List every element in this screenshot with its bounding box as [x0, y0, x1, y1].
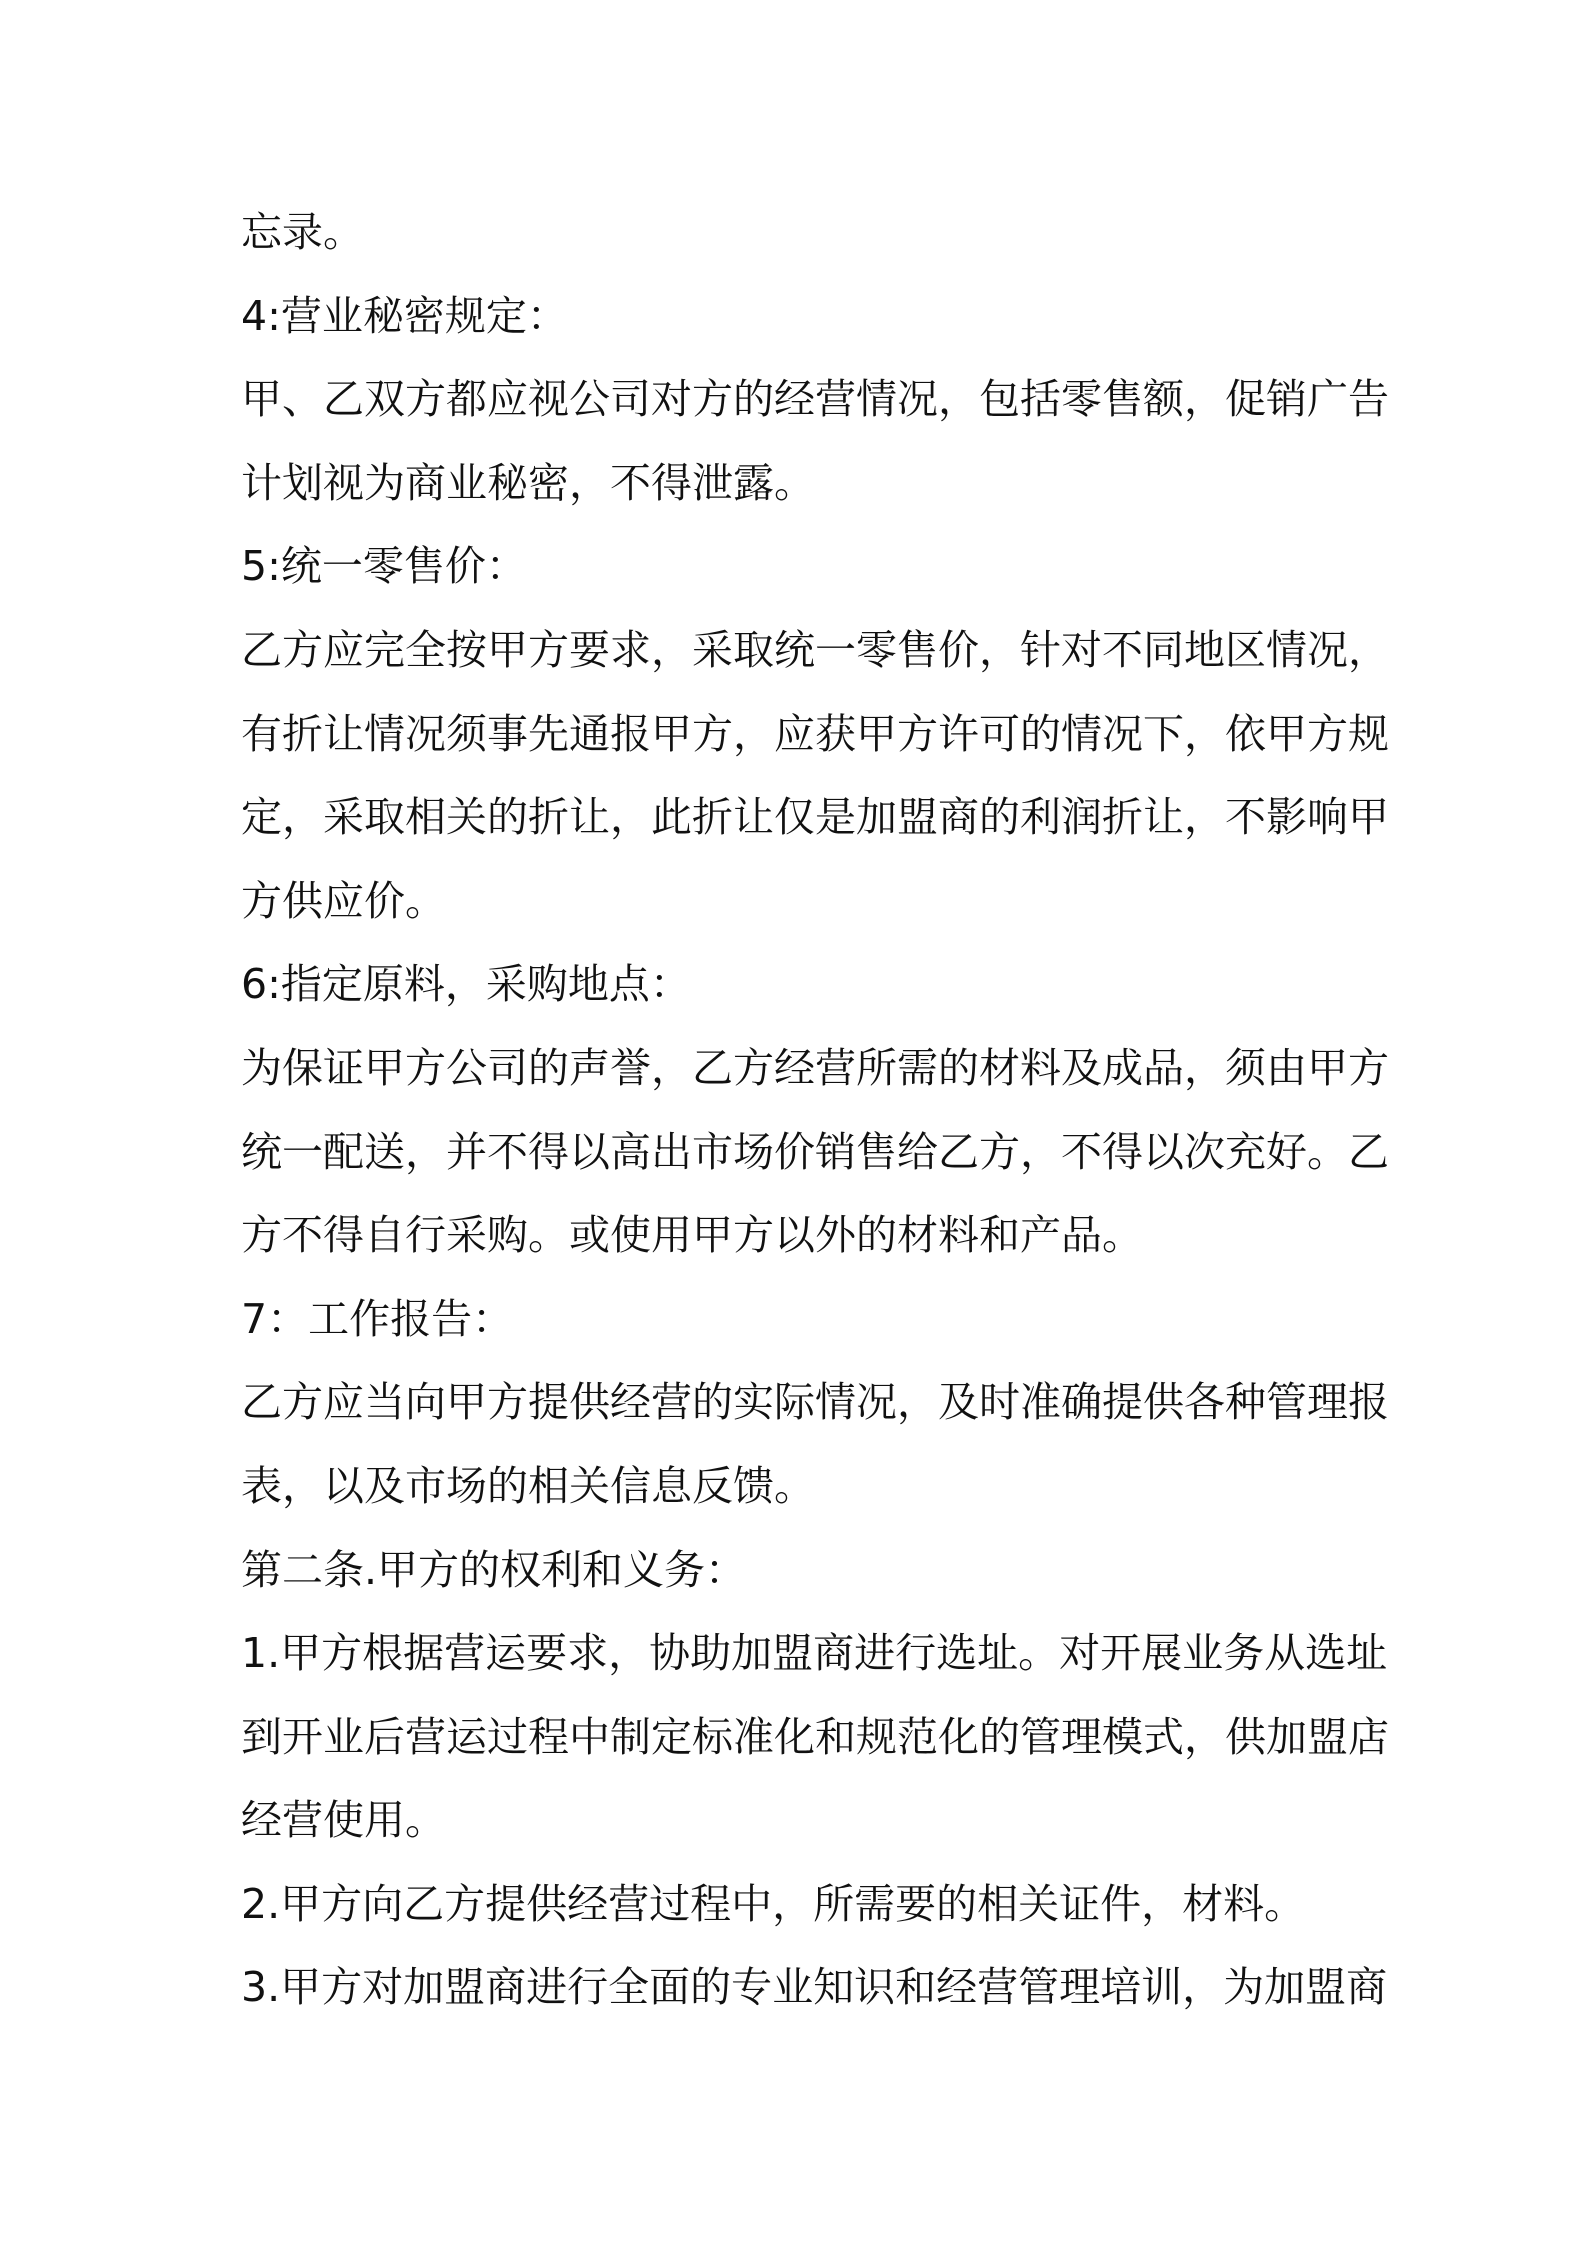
text-line: 2.甲方向乙方提供经营过程中，所需要的相关证件，材料。 [241, 1879, 1306, 1928]
text-line: 有折让情况须事先通报甲方，应获甲方许可的情况下，依甲方规 [241, 709, 1389, 758]
text-line: 经营使用。 [241, 1796, 446, 1845]
text-line: 1.甲方根据营运要求，协助加盟商进行选址。对开展业务从选址 [241, 1629, 1388, 1678]
text-line: 到开业后营运过程中制定标准化和规范化的管理模式，供加盟店 [241, 1712, 1389, 1761]
text-line: 忘录。 [241, 208, 364, 256]
text-line: 甲、乙双方都应视公司对方的经营情况，包括零售额，促销广告 [241, 375, 1389, 424]
section-heading: 6:指定原料，采购地点： [241, 960, 691, 1009]
article-heading: 第二条.甲方的权利和义务： [241, 1545, 747, 1594]
text-line: 定，采取相关的折让，此折让仅是加盟商的利润折让，不影响甲 [241, 793, 1389, 842]
text-line: 表，以及市场的相关信息反馈。 [241, 1461, 815, 1510]
section-heading: 5:统一零售价： [241, 542, 527, 591]
section-heading: 4:营业秘密规定： [241, 291, 568, 340]
text-line: 方供应价。 [241, 876, 446, 925]
section-heading: 7：工作报告： [241, 1294, 514, 1343]
text-line: 计划视为商业秘密，不得泄露。 [241, 458, 815, 507]
text-line: 方不得自行采购。或使用甲方以外的材料和产品。 [241, 1211, 1143, 1260]
text-line: 乙方应完全按甲方要求，采取统一零售价，针对不同地区情况， [241, 625, 1389, 674]
text-line: 乙方应当向甲方提供经营的实际情况，及时准确提供各种管理报 [241, 1378, 1389, 1427]
text-line: 统一配送，并不得以高出市场价销售给乙方，不得以次充好。乙 [241, 1127, 1389, 1176]
text-line: 为保证甲方公司的声誉，乙方经营所需的材料及成品，须由甲方 [241, 1043, 1389, 1092]
text-line: 3.甲方对加盟商进行全面的专业知识和经营管理培训，为加盟商 [241, 1963, 1388, 2012]
document-body [241, 191, 1389, 2030]
